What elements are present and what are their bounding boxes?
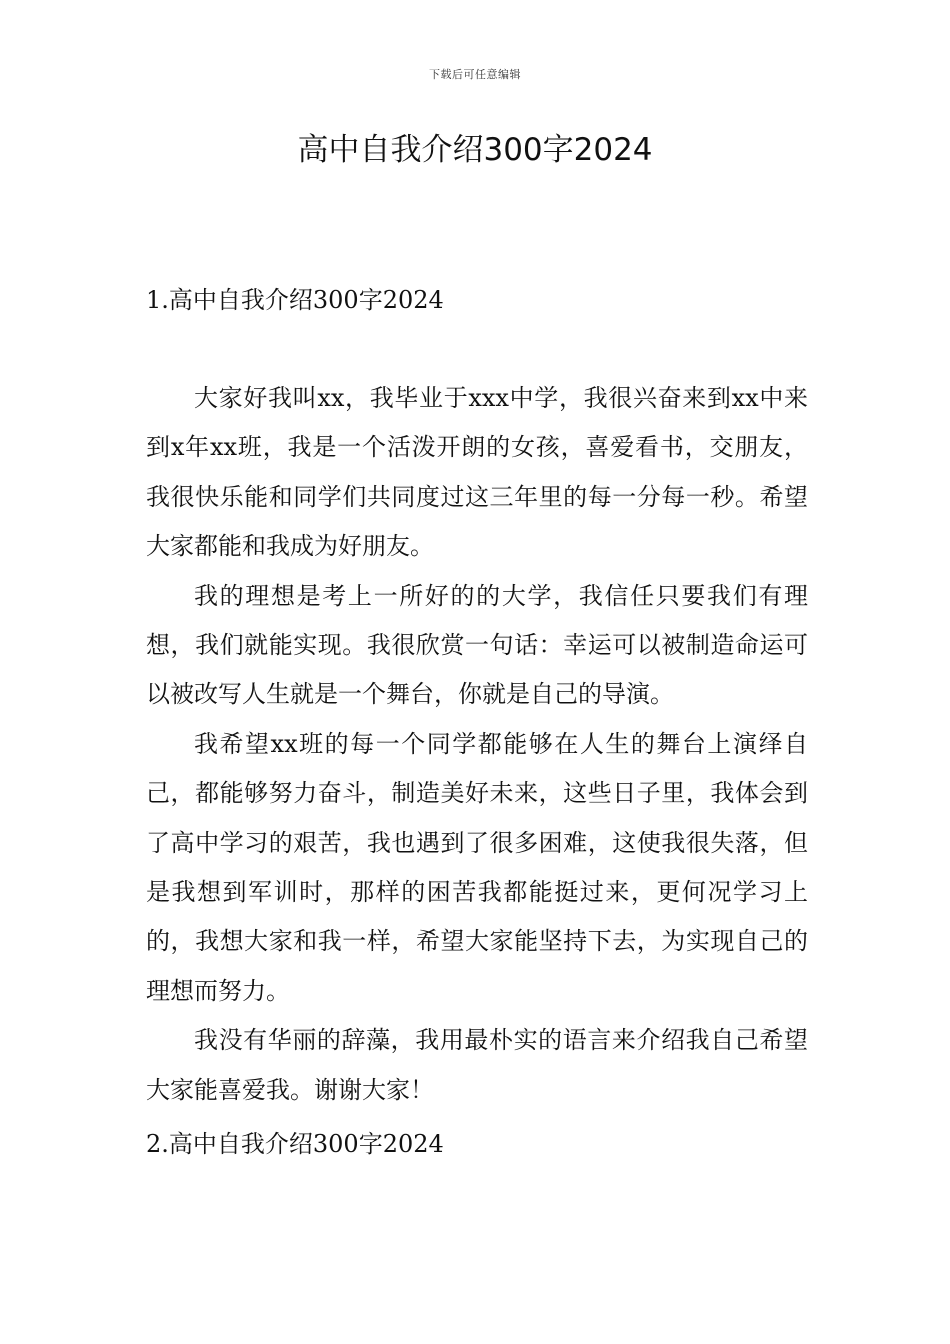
header-note: 下载后可任意编辑	[429, 68, 521, 81]
paragraph: 我的理想是考上一所好的的大学，我信任只要我们有理想，我们就能实现。我很欣赏一句话：幸运可以被制造命运可以被改写人生就是一个舞台，你就是自己的导演。	[146, 581, 808, 709]
section-heading-1: 1.高中自我介绍300字2024	[146, 286, 444, 314]
section-heading-2: 2.高中自我介绍300字2024	[146, 1130, 444, 1158]
document-title: 高中自我介绍300字2024	[297, 132, 653, 168]
paragraph: 我没有华丽的辞藻，我用最朴实的语言来介绍我自己希望大家能喜爱我。谢谢大家！	[146, 1026, 808, 1104]
paragraph: 我希望xx班的每一个同学都能够在人生的舞台上演绎自己，都能够努力奋斗，制造美好未来，这些日子里，我体会到了高中学习的艰苦，我也遇到了很多困难，这使我很失落，但是我想到军训时，那样的困苦我都能挺过来，更何况学习上的，我想大家和我一样，希望大家能坚持下去，为实现自己的理想而努力。	[146, 729, 808, 1005]
paragraph: 大家好我叫xx，我毕业于xxx中学，我很兴奋来到xx中来到x年xx班，我是一个活泼开朗的女孩，喜爱看书，交朋友，我很快乐能和同学们共同度过这三年里的每一分每一秒。希望大家都能和我成为好朋友。	[146, 384, 808, 561]
section-1-body	[146, 374, 808, 1115]
